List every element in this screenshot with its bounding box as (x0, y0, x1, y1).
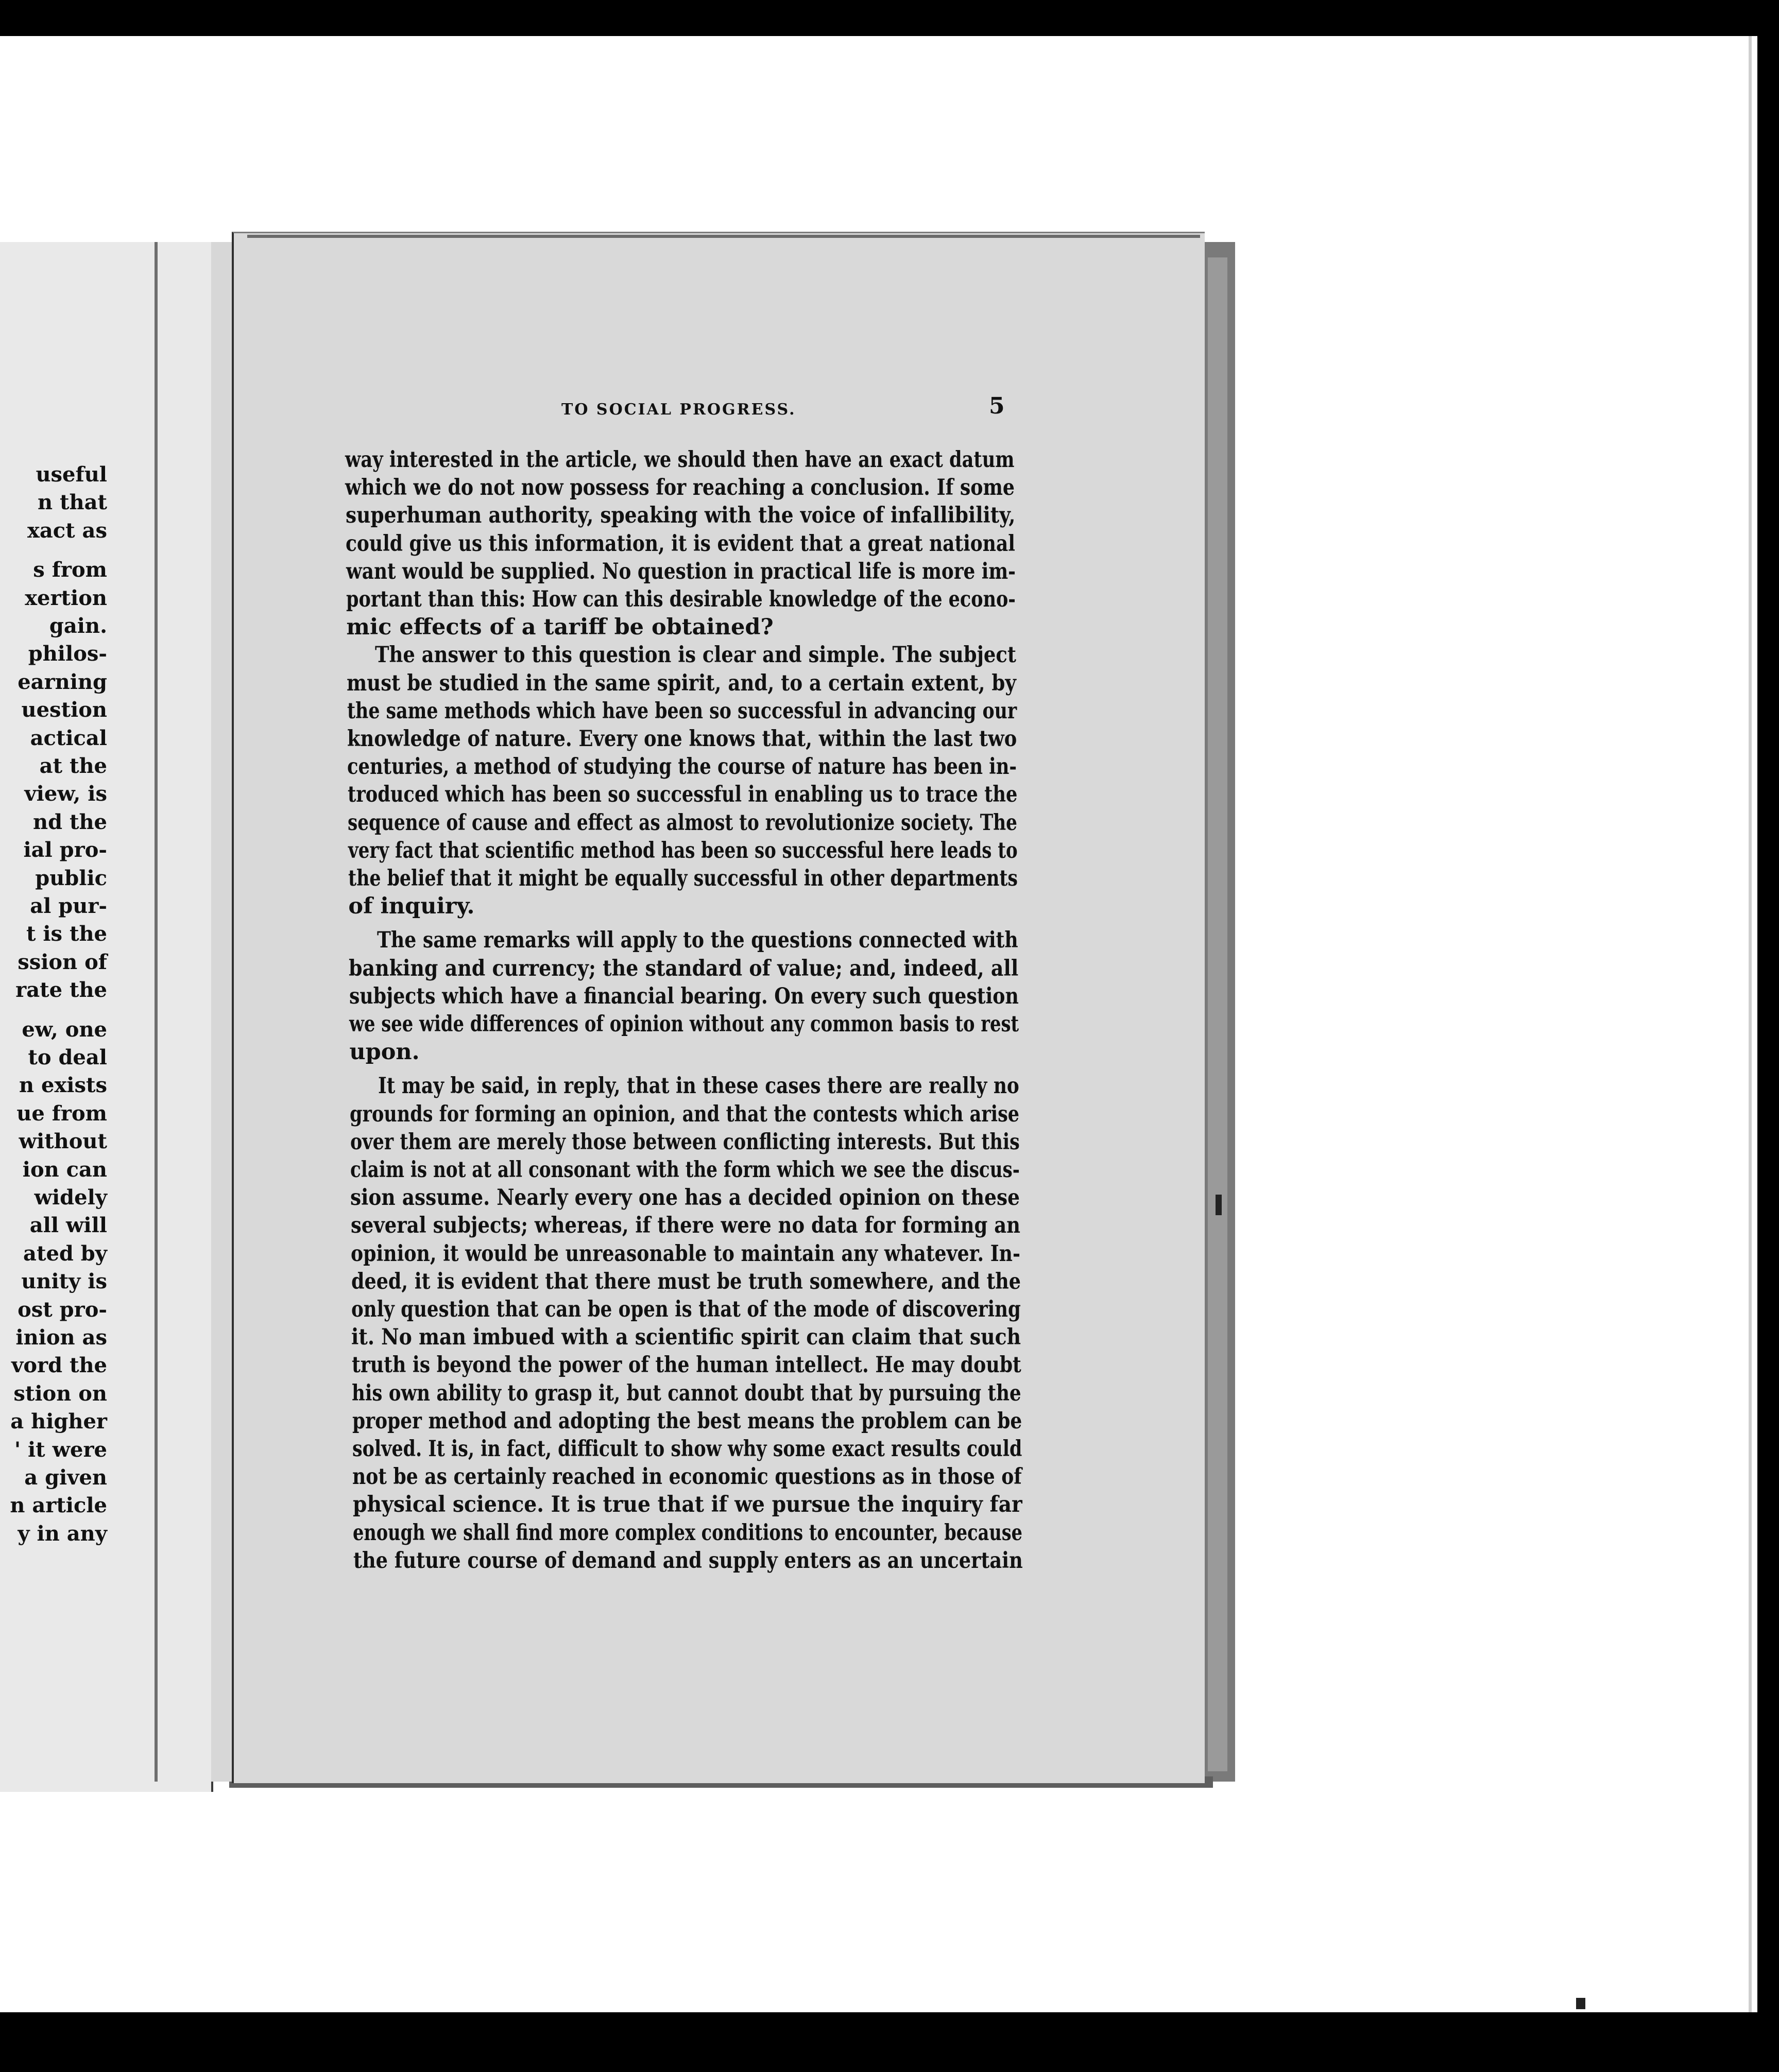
text-line: a higher (10, 1409, 107, 1434)
text-line: subjects which have a financial bearing. On every such question (349, 983, 1019, 1009)
text-line: enough we shall find more complex conditions to encounter, because (353, 1520, 1023, 1546)
text-line: xact as (27, 518, 107, 543)
book-edge-pages (1208, 257, 1227, 1771)
text-line: the same methods which have been so successful in advancing our (347, 698, 1017, 724)
text-line: centuries, a method of studying the course of nature has been in- (347, 754, 1017, 780)
text-line: want would be supplied. No question in practical life is more im- (346, 558, 1016, 584)
text-line: several subjects; whereas, if there were no data for forming an (350, 1213, 1020, 1239)
text-line: vord the (11, 1353, 107, 1378)
text-line: rate the (15, 978, 107, 1003)
text-line: all will (29, 1213, 107, 1238)
text-line: proper method and adopting the best means the problem can be (352, 1408, 1022, 1434)
text-line: philos- (28, 642, 107, 666)
text-line: ssion of (18, 949, 107, 974)
text-line: physical science. It is true that if we pursue the inquiry far (352, 1492, 1022, 1518)
text-line: gain. (49, 614, 107, 638)
text-line: widely (34, 1185, 107, 1210)
book-gutter (211, 242, 232, 1782)
text-line: to deal (28, 1045, 107, 1069)
text-line: ion can (22, 1157, 107, 1182)
scan-border-right (1757, 0, 1779, 2072)
text-line: actical (30, 726, 107, 750)
text-line: s from (33, 558, 107, 582)
text-line: grounds for forming an opinion, and that the contests which arise (350, 1101, 1020, 1127)
text-line: troduced which has been so successful in enabling us to trace the (347, 782, 1018, 808)
text-line: sequence of cause and effect as almost to revolutionize society. The (348, 809, 1018, 836)
text-line: the belief that it might be equally successful in other departments (348, 866, 1018, 891)
text-line: ated by (23, 1241, 107, 1266)
text-line: ' it were (14, 1437, 107, 1462)
text-line: deed, it is evident that there must be truth somewhere, and the (351, 1268, 1021, 1294)
text-line: it. No man imbued with a scientific spirit can claim that such (351, 1324, 1021, 1351)
text-line: n article (10, 1493, 107, 1518)
text-line: only question that can be open is that of the mode of discovering (351, 1297, 1021, 1322)
text-line: earning (18, 669, 107, 694)
text-line: a given (24, 1465, 107, 1490)
text-line: view, is (24, 782, 107, 806)
text-line: sion assume. Nearly every one has a decided opinion on these (350, 1185, 1020, 1211)
running-head: TO SOCIAL PROGRESS. (561, 401, 796, 419)
text-line: al pur- (30, 894, 107, 918)
text-line: unity is (21, 1269, 107, 1294)
left-page-crease (155, 242, 158, 1782)
text-line: the future course of demand and supply enters as an uncertain (353, 1547, 1023, 1574)
text-line: ost pro- (18, 1297, 107, 1322)
text-line: must be studied in the same spirit, and, to a certain extent, by (347, 670, 1017, 696)
text-line: solved. It is, in fact, difficult to show why some exact results could (352, 1436, 1022, 1462)
text-line: truth is beyond the power of the human intellect. He may doubt (351, 1352, 1021, 1378)
text-line: n that (38, 490, 107, 515)
text-line: at the (39, 754, 107, 778)
page-top-edge (247, 235, 1200, 238)
text-line: public (35, 866, 107, 890)
text-line: t is the (26, 922, 107, 946)
text-line: superhuman authority, speaking with the voice of infallibility, (345, 503, 1016, 529)
text-line: without (19, 1129, 107, 1154)
scan-mark (1576, 1998, 1585, 2009)
text-line: knowledge of nature. Every one knows that, within the last two (347, 726, 1017, 752)
page-mark (1216, 1195, 1222, 1215)
text-line: of inquiry. (348, 893, 475, 920)
scan-edge-line (1749, 36, 1752, 2012)
text-line: portant than this: How can this desirable knowledge of the econo- (346, 586, 1016, 612)
text-line: The same remarks will apply to the questions connected with (377, 927, 1018, 954)
text-line: uestion (21, 698, 107, 722)
text-line: ial pro- (23, 838, 107, 862)
text-line: his own ability to grasp it, but cannot doubt that by pursuing the (352, 1380, 1021, 1406)
text-line: The answer to this question is clear and simple. The subject (374, 642, 1016, 668)
text-line: not be as certainly reached in economic questions as in those of (352, 1464, 1022, 1490)
scan-border-top (0, 0, 1779, 36)
text-line: ew, one (22, 1017, 107, 1042)
text-line: upon. (349, 1039, 420, 1065)
text-line: It may be said, in reply, that in these cases there are really no (378, 1073, 1019, 1099)
text-line: banking and currency; the standard of value; and, indeed, all (349, 955, 1019, 981)
scan-border-bottom (0, 2012, 1779, 2072)
text-line: ue from (16, 1101, 107, 1126)
text-line: opinion, it would be unreasonable to maintain any whatever. In- (351, 1240, 1021, 1267)
text-line: xertion (25, 585, 107, 610)
text-line: claim is not at all consonant with the form which we see the discus- (350, 1157, 1020, 1183)
text-line: way interested in the article, we should then have an exact datum (345, 447, 1015, 473)
text-line: y in any (18, 1521, 107, 1546)
text-line: which we do not now possess for reaching a conclusion. If some (345, 475, 1015, 501)
page-number: 5 (989, 393, 1005, 419)
text-line: stion on (13, 1381, 107, 1406)
text-line: n exists (19, 1073, 107, 1098)
text-line: useful (36, 462, 107, 487)
text-line: very fact that scientific method has been so successful here leads to (348, 837, 1018, 864)
text-line: mic effects of a tariff be obtained? (346, 614, 774, 641)
text-line: inion as (15, 1325, 107, 1350)
text-line: we see wide differences of opinion without any common basis to rest (349, 1011, 1019, 1037)
text-line: could give us this information, it is evident that a great national (346, 530, 1016, 557)
text-line: over them are merely those between conflicting interests. But this (350, 1129, 1020, 1155)
text-line: nd the (33, 809, 107, 834)
